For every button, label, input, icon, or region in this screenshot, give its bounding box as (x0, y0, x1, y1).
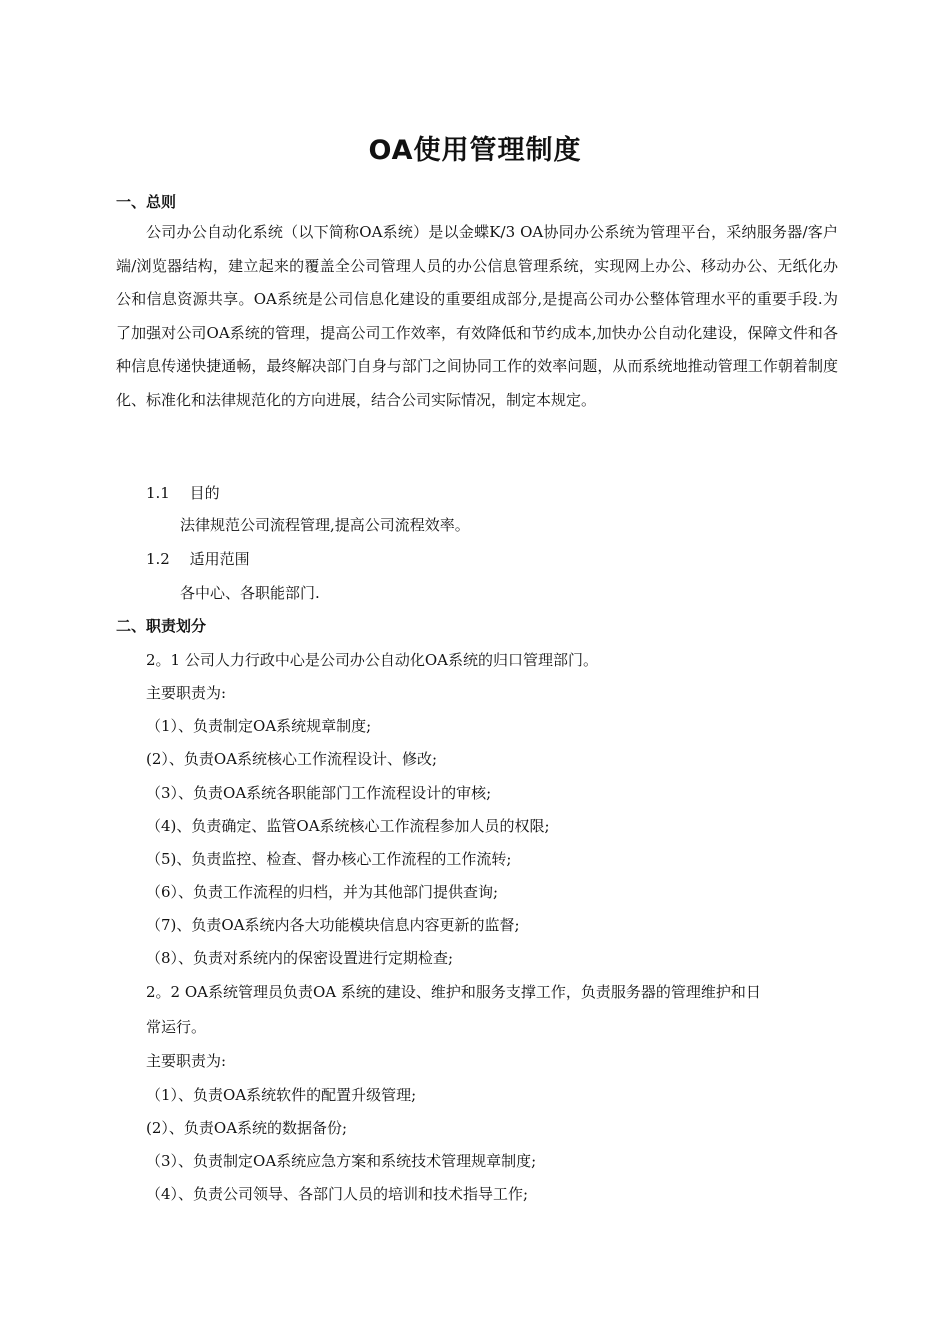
duty-item: （4)、负责确定、监管OA系统核心工作流程参加人员的权限; (146, 817, 550, 835)
duty-item: （8）、负责对系统内的保密设置进行定期检查; (146, 949, 454, 967)
subsection-purpose-label: 1.1 目的 (146, 484, 220, 502)
section-heading-general: 一、总则 (116, 193, 177, 211)
subsection-purpose-text: 法律规范公司流程管理,提高公司流程效率。 (180, 516, 470, 534)
section-heading-responsibilities: 二、职责划分 (116, 617, 207, 635)
duties-label: 主要职责为: (146, 684, 227, 702)
duty-item: （3）、负责制定OA系统应急方案和系统技术管理规章制度; (146, 1152, 537, 1170)
page-title: OA使用管理制度 (368, 135, 582, 166)
subsection-scope-label: 1.2 适用范围 (146, 550, 250, 568)
duty-item: （7)、负责OA系统内各大功能模块信息内容更新的监督; (146, 916, 520, 934)
duty-item: （4）、负责公司领导、各部门人员的培训和技术指导工作; (146, 1185, 529, 1203)
intro-paragraph: 公司办公自动化系统（以下简称OA系统）是以金蝶K/3 OA协同办公系统为管理平台，采纳服务器/客户端/浏览器结构，建立起来的覆盖全公司管理人员的办公信息管理系统，实现网上办公、移动办公、无纸化办公和信息资源共享。OA系统是公司信息化建设的重要组成部分,是提高公司办公整体管理水平的重要手段.为了加强对公司OA系统的管理，提高公司工作效率，有效降低和节约成本,加快办公自动化建设，保障文件和各种信息传递快捷通畅，最终解决部门自身与部门之间协同工作的效率问题，从而系统地推动管理工作朝着制度化、标准化和法律规范化的方向进展，结合公司实际情况，制定本规定。 (116, 223, 838, 409)
duty-item: （1）、负责制定OA系统规章制度; (146, 717, 372, 735)
duty-item: (2）、负责OA系统的数据备份; (146, 1119, 348, 1137)
responsibility-2-1: 2。1 公司人力行政中心是公司办公自动化OA系统的归口管理部门。 (146, 651, 598, 669)
duty-item: （6）、负责工作流程的归档，并为其他部门提供查询; (146, 883, 499, 901)
responsibility-2-2: 2。2 OA系统管理员负责OA 系统的建设、维护和服务支撑工作，负责服务器的管理维护和日 (146, 983, 761, 1001)
duties-label: 主要职责为: (146, 1052, 227, 1070)
subsection-scope-text: 各中心、各职能部门. (180, 584, 320, 602)
duty-item: （3）、负责OA系统各职能部门工作流程设计的审核; (146, 784, 492, 802)
duty-item: （5)、负责监控、检查、督办核心工作流程的工作流转; (146, 850, 512, 868)
duty-item: （1）、负责OA系统软件的配置升级管理; (146, 1086, 417, 1104)
responsibility-2-2-cont: 常运行。 (146, 1018, 207, 1036)
duty-item: (2）、负责OA系统核心工作流程设计、修改; (146, 750, 438, 768)
